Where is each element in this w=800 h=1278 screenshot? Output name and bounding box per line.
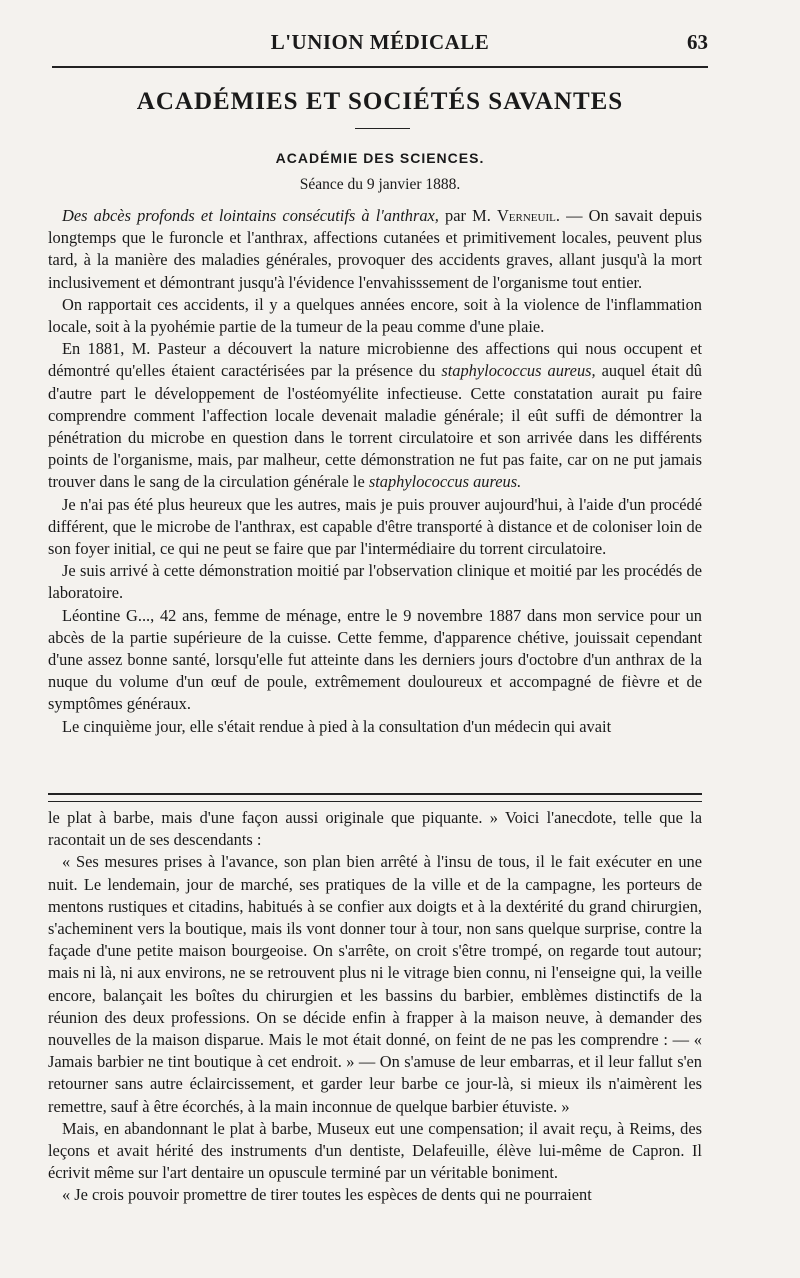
article-paragraph-1	[48, 205, 702, 294]
article-paragraph-3-text-b: auquel était dû d'autre part le développement de l'ostéomyélite infectieuse. Cette constatation aurait pu faire comprendre comment l'affection locale devenait maladie générale; il eût suffi de démontrer la pénétration du microbe en question dans le torrent circulatoire et son arrivée dans les différents points de l'organisme, mais, par malheur, cette démonstration ne fut pas faite, car on ne put jamais trouver dans le sang de la circulation générale le	[48, 361, 702, 492]
species-name-2: staphylococcus aureus.	[368, 472, 522, 492]
running-title: L'UNION MÉDICALE	[270, 30, 490, 54]
page-number: 63	[687, 30, 708, 54]
feuilleton-paragraph-4: « Je crois pouvoir promettre de tirer toutes les espèces de dents qui ne pourraient	[62, 1185, 592, 1205]
article-paragraph-3	[48, 338, 702, 493]
feuilleton-paragraph-3: Mais, en abandonnant le plat à barbe, Museux eut une compensation; il avait reçu, à Reims, des leçons et avait hérité des instruments d'un dentiste, Delafeuille, élève lui-même de Capron. Il écrivit même sur l'art dentaire un opuscule terminé par un véritable boniment.	[48, 1118, 702, 1183]
article-paragraph-6: Léontine G..., 42 ans, femme de ménage, entre le 9 novembre 1887 dans mon service pour un abcès de la partie supérieure de la cuisse. Cette femme, d'apparence chétive, jouissait cependant d'une assez bonne santé, lorsqu'elle fut atteinte dans les derniers jours d'octobre d'un anthrax de la nuque du volume d'un œuf de poule, extrêmement douloureux et accompagné de fièvre et de symptômes généraux.	[48, 605, 702, 714]
article-author: Verneuil.	[496, 206, 560, 225]
running-head	[52, 30, 708, 56]
article-paragraph-2: On rapportait ces accidents, il y a quelques années encore, soit à la violence de l'inflammation locale, soit à la pyohémie partie de la tumeur de la peau comme d'une plaie.	[48, 294, 702, 337]
feuilleton-body	[48, 807, 702, 1207]
section-title: ACADÉMIES ET SOCIÉTÉS SAVANTES	[136, 88, 624, 115]
session-date: Séance du 9 janvier 1888.	[299, 176, 461, 193]
article-paragraph-4: Je n'ai pas été plus heureux que les autres, mais je puis prouver aujourd'hui, à l'aide d'un procédé différent, que le microbe de l'anthrax, est capable d'être transporté à distance et de coloniser loin de son foyer initial, ce qui ne peut se faire que par l'intermédiaire du torrent circulatoire.	[48, 494, 702, 559]
article-title: Des abcès profonds et lointains consécutifs à l'anthrax,	[62, 206, 439, 225]
article-paragraph-7: Le cinquième jour, elle s'était rendue à pied à la consultation d'un médecin qui avait	[62, 716, 612, 736]
feuilleton-paragraph-1: le plat à barbe, mais d'une façon aussi originale que piquante. » Voici l'anecdote, telle que la racontait un de ses descendants :	[48, 808, 702, 850]
academy-title: ACADÉMIE DES SCIENCES.	[275, 150, 485, 166]
article-paragraph-1-text: — On savait depuis longtemps que le furoncle et l'anthrax, affections cutanées et primitivement locales, peuvent plus tard, à la manière des maladies générales, provoquer des accidents graves, allant jusqu'à la mort inclusivement et démontrant jusqu'à l'évidence l'envahisssement de l'organisme tout entier.	[48, 206, 702, 292]
species-name-1: staphylococcus aureus,	[441, 361, 596, 381]
feuilleton-paragraph-2: « Ses mesures prises à l'avance, son plan bien arrêté à l'insu de tous, il le fait exécuter en une nuit. Le lendemain, jour de marché, ses pratiques de la ville et de la campagne, les porteurs de mentons rustiques et citadins, habitués à se confier aux doigts et à la dextérité du grand chirurgien, s'acheminent vers la boutique, mais ils vont donner tour à tour, non sans quelque surprise, contre la façade d'une petite maison bourgeoise. On s'arrête, on croit s'être trompé, on regarde tout autour; mais ni là, ni aux environs, ne se retrouvent plus ni le vitrage bien connu, ni l'enseigne qui, la veille encore, balançait les boîtes du chirurgien et les bassins du barbier, emblèmes distinctifs de la réunion des deux professions. On se décide enfin à frapper à la maison neuve, à demander des nouvelles de la maison disparue. Mais le mot était donné, on feint de ne pas les comprendre : — « Jamais barbier ne tint boutique à cet endroit. » — On s'amuse de leur embarras, et il leur fallut s'en retourner sans autre éclaircissement, et garder leur barbe ce jour-là, si mieux ils n'aimèrent les remettre, sauf à être écorchés, à la main inconnue de quelque barbier étuviste. »	[48, 852, 702, 1116]
feuilleton-separator	[48, 793, 702, 802]
author-prefix: par M.	[445, 206, 491, 225]
section-rule	[355, 128, 410, 129]
article-body	[48, 205, 702, 738]
header-rule	[52, 66, 708, 68]
article-paragraph-5: Je suis arrivé à cette démonstration moitié par l'observation clinique et moitié par les procédés de laboratoire.	[48, 561, 702, 603]
article-paragraph-3-text-a: En 1881, M. Pasteur a découvert la nature microbienne des affections qui nous occupent et démontré qu'elles étaient caractérisées par la présence du	[48, 339, 702, 381]
